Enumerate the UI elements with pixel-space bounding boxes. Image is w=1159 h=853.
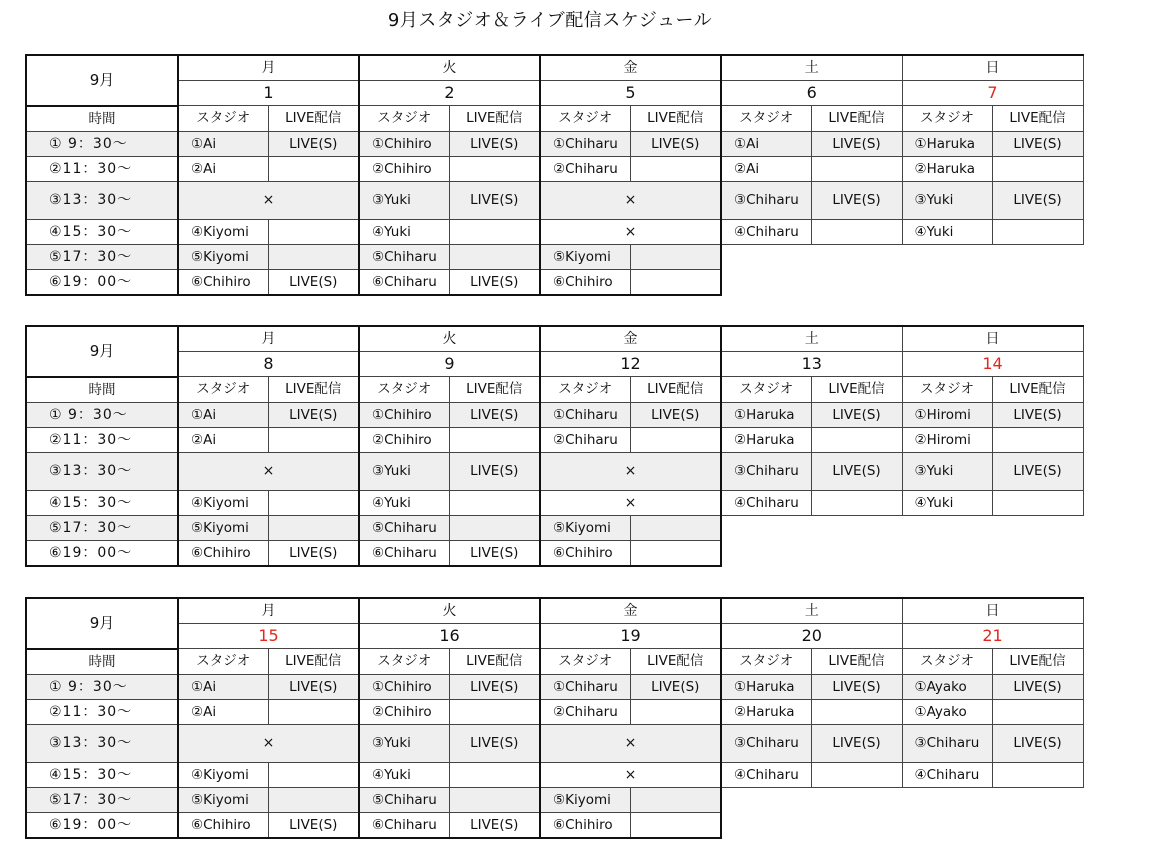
studio-slot-cell: ③Yuki [359, 181, 449, 219]
live-slot-cell [268, 515, 359, 540]
empty-area [721, 812, 1083, 838]
studio-slot-cell: ⑥Chihiro [540, 812, 630, 838]
live-slot-cell [268, 490, 359, 515]
studio-slot-cell: ②Chihiro [359, 156, 449, 181]
live-slot-cell: LIVE(S) [449, 269, 540, 295]
live-header: LIVE配信 [268, 377, 359, 403]
live-slot-cell: LIVE(S) [449, 540, 540, 566]
closed-slot-cell: × [178, 452, 359, 490]
live-slot-cell [630, 269, 721, 295]
studio-slot-cell: ④Kiyomi [178, 762, 268, 787]
time-row [26, 156, 1083, 181]
live-slot-cell [449, 156, 540, 181]
studio-slot-cell: ⑥Chihiro [540, 269, 630, 295]
live-slot-cell: LIVE(S) [449, 402, 540, 427]
time-row [26, 490, 1083, 515]
time-row [26, 762, 1083, 787]
live-slot-cell [992, 156, 1083, 181]
time-slot-label: ③13：30～ [26, 724, 178, 762]
live-slot-cell: LIVE(S) [449, 674, 540, 699]
live-slot-cell [268, 787, 359, 812]
studio-slot-cell: ①Chihiro [359, 674, 449, 699]
studio-header: スタジオ [359, 106, 449, 132]
studio-slot-cell: ②Ai [178, 427, 268, 452]
date-cell: 20 [721, 624, 902, 649]
live-slot-cell [630, 244, 721, 269]
live-slot-cell [992, 762, 1083, 787]
live-slot-cell [992, 219, 1083, 244]
studio-slot-cell: ④Yuki [902, 219, 992, 244]
studio-header: スタジオ [178, 377, 268, 403]
studio-slot-cell: ⑥Chihiro [178, 269, 268, 295]
studio-slot-cell: ①Hiromi [902, 402, 992, 427]
closed-slot-cell: × [540, 219, 721, 244]
date-cell: 7 [902, 81, 1083, 106]
studio-slot-cell: ②Haruka [721, 699, 811, 724]
studio-slot-cell: ①Chiharu [540, 131, 630, 156]
date-cell: 2 [359, 81, 540, 106]
time-row [26, 131, 1083, 156]
live-slot-cell: LIVE(S) [268, 540, 359, 566]
studio-slot-cell: ④Yuki [359, 762, 449, 787]
studio-slot-cell: ①Chiharu [540, 674, 630, 699]
day-name: 土 [721, 598, 902, 624]
studio-slot-cell: ⑥Chiharu [359, 269, 449, 295]
studio-header: スタジオ [721, 649, 811, 675]
live-slot-cell [268, 244, 359, 269]
studio-slot-cell: ④Yuki [359, 219, 449, 244]
week-2-table [25, 325, 1084, 567]
studio-slot-cell: ⑤Kiyomi [178, 787, 268, 812]
header-row [26, 106, 1083, 132]
month-label: 9月 [26, 55, 178, 106]
studio-slot-cell: ②Ai [178, 699, 268, 724]
day-name-row [26, 598, 1083, 624]
studio-slot-cell: ⑥Chiharu [359, 540, 449, 566]
studio-slot-cell: ④Yuki [902, 490, 992, 515]
studio-slot-cell: ①Ai [178, 674, 268, 699]
studio-header: スタジオ [721, 106, 811, 132]
live-slot-cell: LIVE(S) [992, 181, 1083, 219]
week-2-block [25, 325, 1084, 567]
day-name: 月 [178, 55, 359, 81]
studio-slot-cell: ⑤Kiyomi [540, 244, 630, 269]
live-slot-cell [268, 427, 359, 452]
live-slot-cell [811, 219, 902, 244]
studio-header: スタジオ [540, 649, 630, 675]
live-slot-cell: LIVE(S) [992, 402, 1083, 427]
live-slot-cell [811, 427, 902, 452]
live-slot-cell [992, 490, 1083, 515]
studio-header: スタジオ [902, 377, 992, 403]
day-name: 日 [902, 55, 1083, 81]
date-cell: 12 [540, 352, 721, 377]
date-row [26, 81, 1083, 106]
studio-slot-cell: ③Chiharu [721, 452, 811, 490]
day-name: 金 [540, 598, 721, 624]
day-name: 日 [902, 598, 1083, 624]
live-slot-cell: LIVE(S) [811, 181, 902, 219]
date-cell: 15 [178, 624, 359, 649]
live-header: LIVE配信 [992, 377, 1083, 403]
studio-slot-cell: ⑤Kiyomi [540, 515, 630, 540]
live-header: LIVE配信 [811, 377, 902, 403]
day-name: 日 [902, 326, 1083, 352]
time-row [26, 452, 1083, 490]
live-header: LIVE配信 [449, 377, 540, 403]
live-slot-cell [449, 427, 540, 452]
studio-header: スタジオ [540, 377, 630, 403]
studio-slot-cell: ②Chihiro [359, 699, 449, 724]
studio-slot-cell: ③Yuki [359, 724, 449, 762]
live-slot-cell: LIVE(S) [449, 812, 540, 838]
live-slot-cell: LIVE(S) [268, 674, 359, 699]
closed-slot-cell: × [540, 724, 721, 762]
time-row [26, 269, 1083, 295]
studio-slot-cell: ⑤Chiharu [359, 787, 449, 812]
studio-slot-cell: ①Ayako [902, 674, 992, 699]
live-header: LIVE配信 [630, 649, 721, 675]
time-row [26, 244, 1083, 269]
studio-header: スタジオ [721, 377, 811, 403]
header-row [26, 649, 1083, 675]
live-header: LIVE配信 [992, 649, 1083, 675]
live-slot-cell: LIVE(S) [268, 812, 359, 838]
live-slot-cell: LIVE(S) [811, 402, 902, 427]
studio-slot-cell: ④Chiharu [721, 490, 811, 515]
studio-slot-cell: ④Kiyomi [178, 490, 268, 515]
day-name-row [26, 326, 1083, 352]
studio-slot-cell: ⑥Chihiro [540, 540, 630, 566]
live-slot-cell: LIVE(S) [268, 269, 359, 295]
time-slot-label: ②11：30～ [26, 427, 178, 452]
live-slot-cell: LIVE(S) [268, 131, 359, 156]
studio-slot-cell: ①Ai [178, 131, 268, 156]
studio-slot-cell: ②Ai [178, 156, 268, 181]
time-row [26, 787, 1083, 812]
month-label: 9月 [26, 598, 178, 649]
time-row [26, 402, 1083, 427]
studio-slot-cell: ①Ai [721, 131, 811, 156]
live-slot-cell [630, 427, 721, 452]
live-slot-cell [268, 219, 359, 244]
date-cell: 13 [721, 352, 902, 377]
live-slot-cell: LIVE(S) [811, 131, 902, 156]
studio-slot-cell: ①Chihiro [359, 402, 449, 427]
date-cell: 19 [540, 624, 721, 649]
date-cell: 21 [902, 624, 1083, 649]
time-slot-label: ④15：30～ [26, 762, 178, 787]
studio-slot-cell: ②Haruka [721, 427, 811, 452]
studio-slot-cell: ⑤Chiharu [359, 515, 449, 540]
time-slot-label: ① 9：30～ [26, 131, 178, 156]
live-slot-cell: LIVE(S) [449, 452, 540, 490]
live-slot-cell: LIVE(S) [630, 131, 721, 156]
time-row [26, 181, 1083, 219]
studio-slot-cell: ⑤Kiyomi [540, 787, 630, 812]
live-slot-cell [811, 762, 902, 787]
header-row [26, 377, 1083, 403]
day-name-row [26, 55, 1083, 81]
day-name: 月 [178, 326, 359, 352]
date-row [26, 352, 1083, 377]
live-header: LIVE配信 [268, 649, 359, 675]
live-slot-cell: LIVE(S) [992, 131, 1083, 156]
live-slot-cell: LIVE(S) [992, 724, 1083, 762]
live-header: LIVE配信 [811, 106, 902, 132]
studio-slot-cell: ④Chiharu [721, 219, 811, 244]
day-name: 金 [540, 55, 721, 81]
live-slot-cell: LIVE(S) [449, 181, 540, 219]
live-slot-cell [630, 787, 721, 812]
live-slot-cell [811, 156, 902, 181]
live-slot-cell [449, 244, 540, 269]
live-slot-cell [268, 156, 359, 181]
time-slot-label: ⑤17：30～ [26, 787, 178, 812]
empty-area [721, 540, 1083, 566]
studio-slot-cell: ②Chiharu [540, 699, 630, 724]
studio-header: スタジオ [178, 649, 268, 675]
time-row [26, 427, 1083, 452]
live-slot-cell [449, 515, 540, 540]
live-slot-cell: LIVE(S) [811, 674, 902, 699]
week-3-table [25, 597, 1084, 839]
date-row [26, 624, 1083, 649]
studio-slot-cell: ④Chiharu [721, 762, 811, 787]
studio-slot-cell: ②Haruka [902, 156, 992, 181]
studio-slot-cell: ②Chiharu [540, 427, 630, 452]
studio-slot-cell: ⑤Kiyomi [178, 244, 268, 269]
live-slot-cell: LIVE(S) [449, 131, 540, 156]
date-cell: 6 [721, 81, 902, 106]
studio-slot-cell: ④Yuki [359, 490, 449, 515]
live-header: LIVE配信 [630, 377, 721, 403]
day-name: 火 [359, 55, 540, 81]
time-row [26, 674, 1083, 699]
studio-slot-cell: ①Chiharu [540, 402, 630, 427]
studio-slot-cell: ①Ai [178, 402, 268, 427]
live-slot-cell [268, 762, 359, 787]
live-header: LIVE配信 [992, 106, 1083, 132]
studio-slot-cell: ⑤Kiyomi [178, 515, 268, 540]
day-name: 金 [540, 326, 721, 352]
studio-header: スタジオ [902, 106, 992, 132]
date-cell: 5 [540, 81, 721, 106]
time-slot-label: ⑥19：00～ [26, 269, 178, 295]
live-slot-cell [992, 427, 1083, 452]
studio-header: スタジオ [178, 106, 268, 132]
live-header: LIVE配信 [811, 649, 902, 675]
live-slot-cell: LIVE(S) [268, 402, 359, 427]
closed-slot-cell: × [540, 181, 721, 219]
live-slot-cell: LIVE(S) [811, 724, 902, 762]
time-header: 時間 [26, 377, 178, 403]
date-cell: 8 [178, 352, 359, 377]
closed-slot-cell: × [540, 762, 721, 787]
empty-area [721, 269, 1083, 295]
live-slot-cell [811, 699, 902, 724]
studio-slot-cell: ③Yuki [902, 181, 992, 219]
time-slot-label: ②11：30～ [26, 156, 178, 181]
live-slot-cell [630, 699, 721, 724]
studio-slot-cell: ②Chihiro [359, 427, 449, 452]
live-slot-cell: LIVE(S) [992, 674, 1083, 699]
studio-slot-cell: ⑥Chiharu [359, 812, 449, 838]
week-1-block [25, 54, 1084, 296]
studio-header: スタジオ [359, 377, 449, 403]
time-slot-label: ④15：30～ [26, 490, 178, 515]
live-slot-cell: LIVE(S) [630, 674, 721, 699]
live-header: LIVE配信 [449, 106, 540, 132]
time-slot-label: ③13：30～ [26, 452, 178, 490]
studio-slot-cell: ③Chiharu [902, 724, 992, 762]
time-slot-label: ③13：30～ [26, 181, 178, 219]
closed-slot-cell: × [178, 181, 359, 219]
live-slot-cell [268, 699, 359, 724]
live-slot-cell [992, 699, 1083, 724]
live-slot-cell [449, 762, 540, 787]
time-slot-label: ① 9：30～ [26, 402, 178, 427]
day-name: 月 [178, 598, 359, 624]
studio-slot-cell: ⑥Chihiro [178, 812, 268, 838]
studio-slot-cell: ②Ai [721, 156, 811, 181]
day-name: 土 [721, 55, 902, 81]
live-slot-cell [630, 156, 721, 181]
studio-slot-cell: ③Yuki [902, 452, 992, 490]
day-name: 火 [359, 326, 540, 352]
time-row [26, 219, 1083, 244]
live-slot-cell [630, 812, 721, 838]
live-slot-cell [449, 699, 540, 724]
live-slot-cell: LIVE(S) [449, 724, 540, 762]
time-row [26, 699, 1083, 724]
closed-slot-cell: × [178, 724, 359, 762]
live-slot-cell: LIVE(S) [630, 402, 721, 427]
page-title: 9月スタジオ＆ライブ配信スケジュール [387, 10, 713, 31]
studio-slot-cell: ④Chiharu [902, 762, 992, 787]
studio-slot-cell: ③Yuki [359, 452, 449, 490]
date-cell: 9 [359, 352, 540, 377]
live-header: LIVE配信 [630, 106, 721, 132]
time-row [26, 812, 1083, 838]
studio-slot-cell: ①Ayako [902, 699, 992, 724]
time-header: 時間 [26, 106, 178, 132]
week-3-block [25, 597, 1084, 839]
time-row [26, 724, 1083, 762]
week-1-table [25, 54, 1084, 296]
closed-slot-cell: × [540, 490, 721, 515]
time-slot-label: ⑤17：30～ [26, 244, 178, 269]
studio-header: スタジオ [540, 106, 630, 132]
time-row [26, 540, 1083, 566]
studio-slot-cell: ③Chiharu [721, 181, 811, 219]
date-cell: 1 [178, 81, 359, 106]
time-row [26, 515, 1083, 540]
time-slot-label: ⑥19：00～ [26, 812, 178, 838]
studio-slot-cell: ③Chiharu [721, 724, 811, 762]
live-header: LIVE配信 [268, 106, 359, 132]
time-slot-label: ②11：30～ [26, 699, 178, 724]
time-slot-label: ① 9：30～ [26, 674, 178, 699]
live-slot-cell: LIVE(S) [992, 452, 1083, 490]
closed-slot-cell: × [540, 452, 721, 490]
date-cell: 14 [902, 352, 1083, 377]
live-slot-cell [449, 787, 540, 812]
studio-slot-cell: ④Kiyomi [178, 219, 268, 244]
studio-slot-cell: ①Haruka [721, 674, 811, 699]
studio-slot-cell: ⑥Chihiro [178, 540, 268, 566]
month-label: 9月 [26, 326, 178, 377]
studio-slot-cell: ①Haruka [721, 402, 811, 427]
live-slot-cell [630, 515, 721, 540]
studio-slot-cell: ②Hiromi [902, 427, 992, 452]
empty-area [721, 787, 1083, 812]
live-slot-cell [449, 490, 540, 515]
studio-header: スタジオ [902, 649, 992, 675]
live-header: LIVE配信 [449, 649, 540, 675]
day-name: 土 [721, 326, 902, 352]
empty-area [721, 515, 1083, 540]
live-slot-cell [630, 540, 721, 566]
day-name: 火 [359, 598, 540, 624]
studio-header: スタジオ [359, 649, 449, 675]
studio-slot-cell: ①Chihiro [359, 131, 449, 156]
studio-slot-cell: ①Haruka [902, 131, 992, 156]
empty-area [721, 244, 1083, 269]
date-cell: 16 [359, 624, 540, 649]
time-header: 時間 [26, 649, 178, 675]
live-slot-cell [449, 219, 540, 244]
studio-slot-cell: ②Chiharu [540, 156, 630, 181]
time-slot-label: ④15：30～ [26, 219, 178, 244]
time-slot-label: ⑥19：00～ [26, 540, 178, 566]
studio-slot-cell: ⑤Chiharu [359, 244, 449, 269]
live-slot-cell [811, 490, 902, 515]
live-slot-cell: LIVE(S) [811, 452, 902, 490]
time-slot-label: ⑤17：30～ [26, 515, 178, 540]
